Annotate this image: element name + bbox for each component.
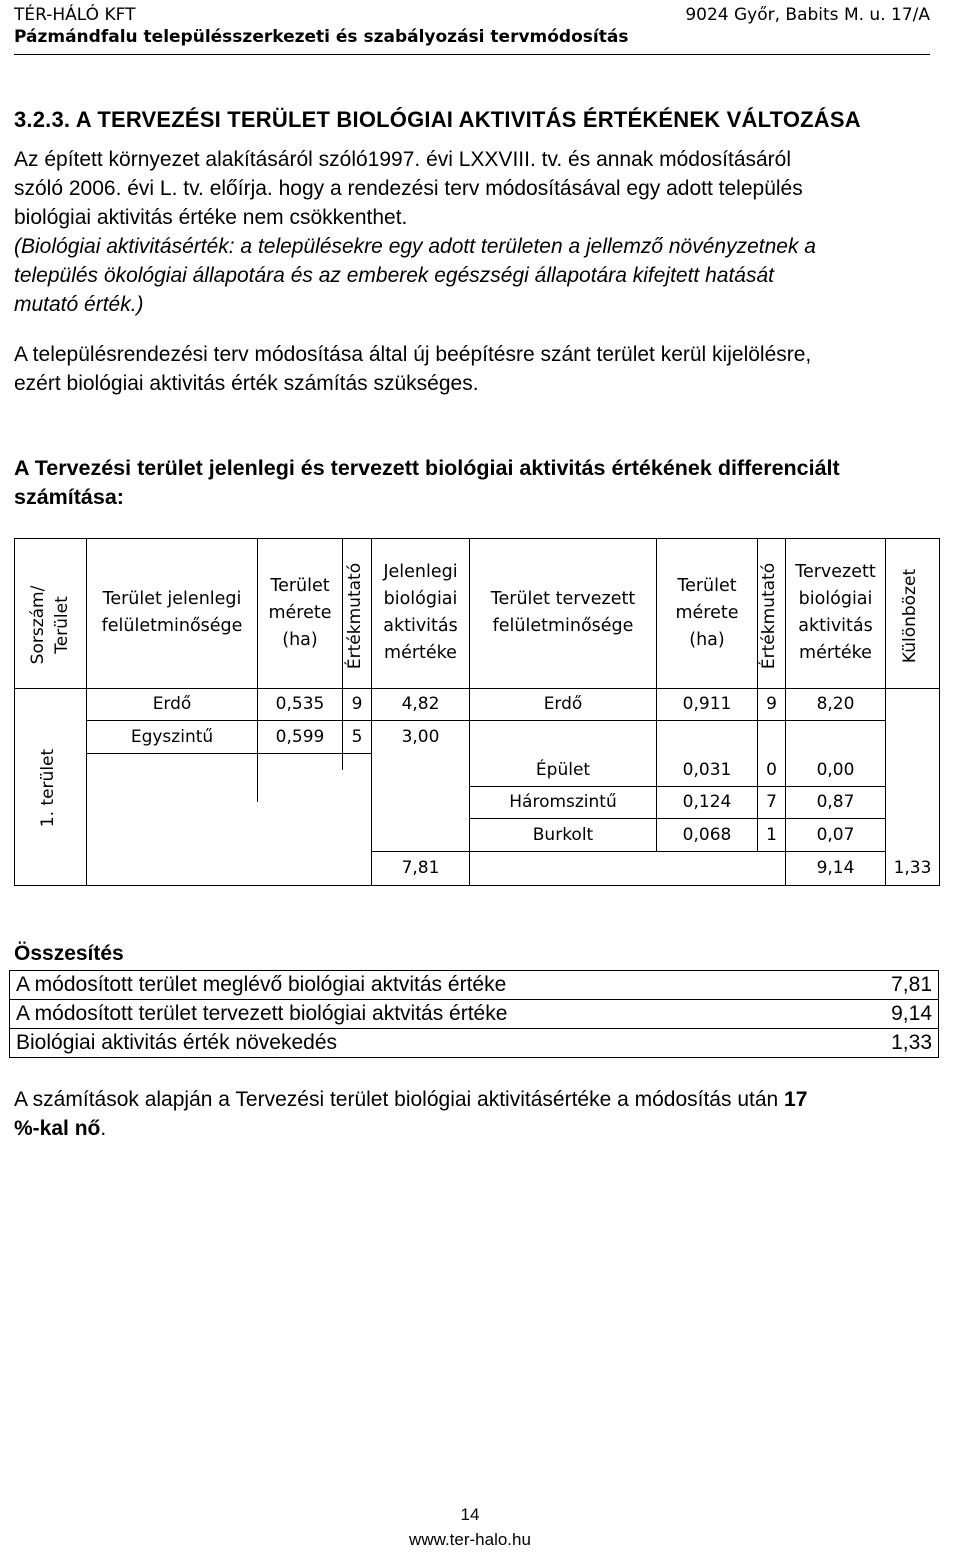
summary-table [9, 970, 939, 1058]
bio-activity-table [14, 538, 940, 886]
planned-index-cell: 7 [766, 792, 777, 812]
planned-surface-cell: Erdő [543, 694, 583, 714]
paragraph-definition [14, 232, 954, 319]
project-title: Pázmándfalu településszerkezeti és szabályozási tervmódosítás [14, 27, 629, 47]
paragraph-line: szóló 2006. évi L. tv. előírja. hogy a rendezési terv módosításával egy adott település [14, 177, 803, 200]
paragraph-line: település ökológiai állapotára és az emberek egészségi állapotára kifejtett hatását [14, 264, 774, 287]
calculation-title-line: A Tervezési terület jelenlegi és tervezett biológiai aktivitás értékének differenciált [14, 456, 840, 480]
header-current-surface: Terület jelenlegi felületminősége [101, 589, 243, 636]
page-number: 14 [460, 1505, 480, 1524]
header-divider [14, 54, 930, 55]
planned-index-cell: 1 [766, 825, 777, 845]
summary-row [10, 971, 939, 1000]
firm-address: 9024 Győr, Babits M. u. 17/A [685, 5, 930, 25]
summary-value: 1,33 [806, 1029, 939, 1058]
planned-value-cell: 0,87 [816, 792, 855, 812]
summary-row [10, 1000, 939, 1029]
conclusion-percent: 17 [784, 1088, 808, 1111]
summary-row [10, 1029, 939, 1058]
area-label: 1. terület [38, 748, 58, 828]
current-size-cell: 0,535 [275, 694, 325, 714]
current-size-cell: 0,599 [275, 727, 325, 747]
header-current-index: Értékmutató [345, 562, 365, 670]
paragraph-line: ezért biológiai aktivitás érték számítás szükséges. [14, 372, 479, 395]
planned-value-cell: 0,00 [816, 760, 855, 780]
summary-value: 7,81 [806, 971, 939, 1000]
summary-value: 9,14 [806, 1000, 939, 1029]
planned-size-cell: 0,031 [682, 760, 732, 780]
paragraph-line: Az épített környezet alakításáról szóló1997. évi LXXVIII. tv. és annak módosításáról [14, 148, 792, 171]
conclusion-text: A számítások alapján a Tervezési terület biológiai aktivitásértéke a módosítás után [14, 1088, 779, 1111]
planned-surface-cell: Háromszintű [509, 792, 617, 812]
summary-label: A módosított terület tervezett biológiai aktvitás értéke [10, 1000, 807, 1029]
firm-name: TÉR-HÁLÓ KFT [14, 5, 136, 25]
planned-value-cell: 0,07 [816, 825, 855, 845]
summary-title: Összesítés [14, 942, 124, 965]
section-title: 3.2.3. A TERVEZÉSI TERÜLET BIOLÓGIAI AKTIVITÁS ÉRTÉKÉNEK VÁLTOZÁSA [14, 107, 861, 132]
calculation-title-line: számítása: [14, 485, 124, 509]
summary-label: Biológiai aktivitás érték növekedés [10, 1029, 807, 1058]
planned-total: 9,14 [816, 858, 855, 878]
current-surface-cell: Erdő [152, 694, 192, 714]
planned-value-cell: 8,20 [816, 694, 855, 714]
paragraph-line: biológiai aktivitás értéke nem csökkenthet. [14, 206, 408, 229]
header-sorszam: Sorszám/ Terület [28, 585, 72, 665]
current-value-cell: 3,00 [401, 727, 440, 747]
conclusion [14, 1085, 960, 1143]
current-index-cell: 5 [351, 727, 363, 747]
paragraph-legal [14, 145, 954, 232]
paragraph-reason [14, 340, 954, 398]
header-current-value: Jelenlegi biológiai aktivitás mértéke [383, 562, 458, 663]
difference-total: 1,33 [893, 858, 932, 878]
header-difference: Különbözet [900, 568, 920, 664]
conclusion-period: . [100, 1117, 107, 1140]
summary-label: A módosított terület meglévő biológiai aktvitás értéke [10, 971, 807, 1000]
header-planned-size: Terület mérete (ha) [675, 575, 739, 650]
planned-index-cell: 9 [766, 694, 777, 714]
planned-index-cell: 0 [766, 760, 777, 780]
calculation-title [14, 454, 954, 512]
header-planned-index: Értékmutató [759, 562, 779, 670]
header-planned-value: Tervezett biológiai aktivitás mértéke [795, 562, 876, 663]
footer-url[interactable]: www.ter-halo.hu [409, 1530, 531, 1549]
planned-surface-cell: Burkolt [532, 825, 594, 845]
current-value-cell: 4,82 [401, 694, 440, 714]
paragraph-line: mutató érték.) [14, 293, 144, 316]
header-planned-surface: Terület tervezett felületminősége [490, 589, 636, 636]
current-total: 7,81 [401, 858, 440, 878]
planned-surface-cell: Épület [535, 760, 591, 780]
header-current-size: Terület mérete (ha) [268, 575, 332, 650]
conclusion-increase: %-kal nő [14, 1117, 101, 1140]
header-left [14, 4, 628, 48]
planned-size-cell: 0,124 [682, 792, 732, 812]
planned-size-cell: 0,068 [682, 825, 732, 845]
current-index-cell: 9 [351, 694, 363, 714]
paragraph-line: (Biológiai aktivitásérték: a településekre egy adott területen a jellemző növényzetnek a [14, 235, 816, 258]
paragraph-line: A településrendezési terv módosítása által új beépítésre szánt terület kerül kijelölésre, [14, 343, 812, 366]
current-surface-cell: Egyszintű [130, 727, 214, 747]
planned-size-cell: 0,911 [682, 694, 732, 714]
